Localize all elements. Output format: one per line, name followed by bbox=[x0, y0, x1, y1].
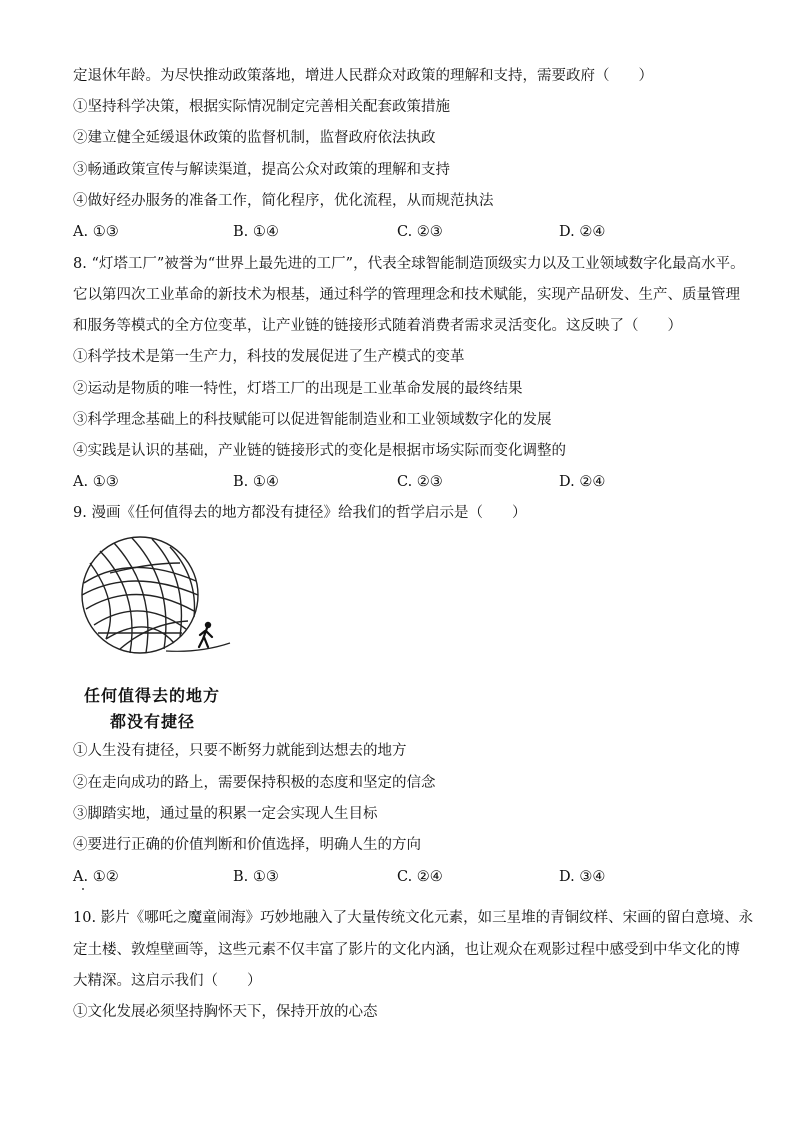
q8-option-d: D. ②④ bbox=[559, 474, 606, 490]
q8-item-3: ③科学理念基础上的科技赋能可以促进智能制造业和工业领域数字化的发展 bbox=[73, 412, 552, 428]
q10-stem-line-3: 大精深。这启示我们（ ） bbox=[73, 973, 262, 989]
yarn-ball-drawing bbox=[70, 533, 250, 663]
q8-item-4: ④实践是认识的基础，产业链的链接形式的变化是根据市场实际而变化调整的 bbox=[73, 443, 566, 459]
q8-stem-line-3: 和服务等模式的全方位变革，让产业链的链接形式随着消费者需求灵活变化。这反映了（ ） bbox=[73, 318, 682, 334]
stray-mark bbox=[82, 888, 84, 890]
q7-stem: 定退休年龄。为尽快推动政策落地，增进人民群众对政策的理解和支持，需要政府（ ） bbox=[73, 68, 653, 84]
q8-item-1: ①科学技术是第一生产力，科技的发展促进了生产模式的变革 bbox=[73, 349, 465, 365]
q10-stem-line-1: 10. 影片《哪吒之魔童闹海》巧妙地融入了大量传统文化元素，如三星堆的青铜纹样、宋画的留白意境、永 bbox=[73, 910, 754, 926]
q9-option-a: A. ①② bbox=[73, 869, 119, 885]
q8-stem-line-2: 它以第四次工业革命的新技术为根基，通过科学的管理理念和技术赋能，实现产品研发、生产、质量管理 bbox=[73, 287, 740, 303]
q9-stem: 9. 漫画《任何值得去的地方都没有捷径》给我们的哲学启示是（ ） bbox=[73, 505, 527, 521]
q8-stem-line-1: 8. “灯塔工厂”被誉为“世界上最先进的工厂”，代表全球智能制造顶级实力以及工业领域数字化最高水平。 bbox=[73, 256, 745, 272]
q9-item-4: ④要进行正确的价值判断和价值选择，明确人生的方向 bbox=[73, 837, 421, 853]
cartoon-caption-line-2: 都没有捷径 bbox=[110, 712, 196, 731]
q9-option-b: B. ①③ bbox=[233, 869, 279, 885]
q8-option-b: B. ①④ bbox=[233, 474, 279, 490]
q8-item-2: ②运动是物质的唯一特性，灯塔工厂的出现是工业革命发展的最终结果 bbox=[73, 381, 523, 397]
q8-option-a: A. ①③ bbox=[73, 474, 119, 490]
q9-item-1: ①人生没有捷径，只要不断努力就能到达想去的地方 bbox=[73, 743, 407, 759]
q8-option-c: C. ②③ bbox=[397, 474, 443, 490]
q7-option-c: C. ②③ bbox=[397, 224, 443, 240]
q7-item-1: ①坚持科学决策，根据实际情况制定完善相关配套政策措施 bbox=[73, 99, 450, 115]
q10-item-1: ①文化发展必须坚持胸怀天下，保持开放的心态 bbox=[73, 1004, 378, 1020]
q7-item-2: ②建立健全延缓退休政策的监督机制，监督政府依法执政 bbox=[73, 130, 436, 146]
q7-item-4: ④做好经办服务的准备工作，简化程序，优化流程，从而规范执法 bbox=[73, 193, 494, 209]
q7-item-3: ③畅通政策宣传与解读渠道，提高公众对政策的理解和支持 bbox=[73, 162, 450, 178]
q10-stem-line-2: 定土楼、敦煌壁画等，这些元素不仅丰富了影片的文化内涵，也让观众在观影过程中感受到中华文化的博 bbox=[73, 942, 740, 958]
q7-option-a: A. ①③ bbox=[73, 224, 119, 240]
q9-item-3: ③脚踏实地，通过量的积累一定会实现人生目标 bbox=[73, 806, 378, 822]
q9-item-2: ②在走向成功的路上，需要保持积极的态度和坚定的信念 bbox=[73, 775, 436, 791]
cartoon-yarn-ball bbox=[70, 533, 250, 733]
q9-option-c: C. ②④ bbox=[397, 869, 443, 885]
q7-option-b: B. ①④ bbox=[233, 224, 279, 240]
q9-option-d: D. ③④ bbox=[559, 869, 606, 885]
cartoon-caption-line-1: 任何值得去的地方 bbox=[84, 686, 221, 705]
q7-option-d: D. ②④ bbox=[559, 224, 606, 240]
